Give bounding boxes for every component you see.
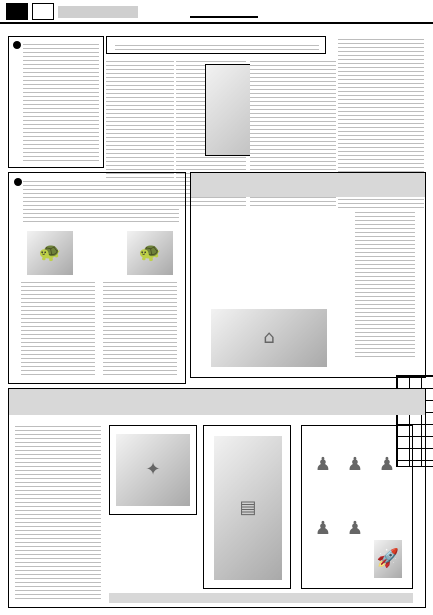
- bullet-icon: [14, 178, 22, 186]
- page-number-block: [6, 3, 28, 20]
- squirrel-icon: ✦: [116, 434, 190, 506]
- turtle-icon: 🐢: [127, 231, 173, 275]
- headline-bar: [106, 36, 326, 54]
- cat-icon: ♟: [314, 518, 332, 539]
- stack-panel: [203, 425, 291, 589]
- cat-icon: ♟: [314, 454, 332, 475]
- footer-bar: [109, 593, 413, 603]
- riddle-title-bar: [9, 389, 425, 415]
- issue-info: [58, 6, 138, 18]
- masthead-logo: [32, 3, 54, 20]
- box-turtle-icon: 🐢: [27, 231, 73, 275]
- puzzle-corner-title-bar: [191, 173, 425, 197]
- left-column-article: [8, 36, 104, 168]
- feature-column-1: [21, 279, 95, 377]
- left-column-text: [23, 41, 99, 163]
- puzzle-corner-panel: [190, 172, 426, 378]
- room-icon: ⌂: [211, 309, 327, 367]
- cat-icon: ♟: [346, 454, 364, 475]
- stack-icon: ▤: [214, 436, 282, 580]
- cat-icon: ♟: [378, 454, 396, 475]
- animal-feature-panel: [8, 172, 186, 384]
- headline-text: [115, 42, 319, 50]
- section-title: [190, 5, 258, 18]
- riddle-section: [8, 388, 426, 608]
- puzzle-instructions: [355, 209, 415, 359]
- feature-intro-text: [23, 178, 179, 223]
- shadow-match-panel: [301, 425, 413, 589]
- bullet-icon: [13, 41, 21, 49]
- rocket-icon: 🚀: [374, 540, 402, 578]
- cat-icon: ♟: [346, 518, 364, 539]
- feature-column-2: [103, 279, 177, 377]
- connect-dots-panel: [109, 425, 197, 515]
- riddle-list: [15, 423, 101, 599]
